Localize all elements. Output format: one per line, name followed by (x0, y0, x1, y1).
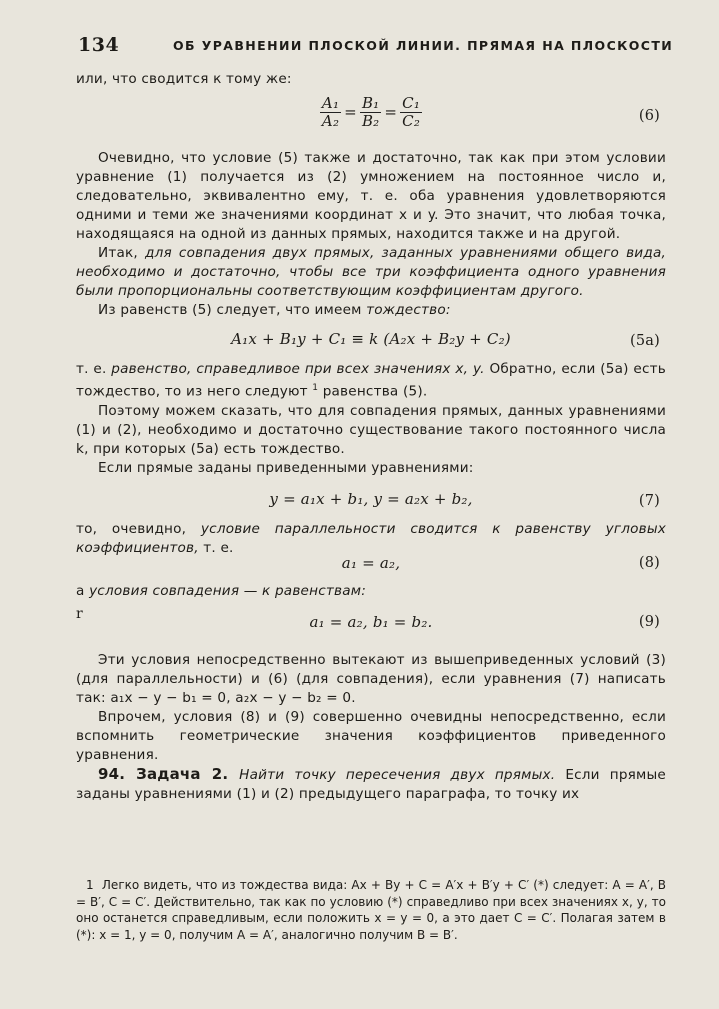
section-title: Задача 2. (125, 764, 240, 783)
stray-mark: r (76, 605, 83, 622)
section-number: 94. (98, 764, 126, 783)
fraction-a: $\frac{\text{A₁}}{\text{A₂}}$ (321, 94, 340, 130)
paragraph-8: а условия совпадения — к равенствам: (76, 582, 366, 599)
footnote-marker: 1 (86, 878, 94, 892)
footnote-text: Легко видеть, что из тождества вида: Ax + By + C = A′x + B′y + C′ (*) следует: A = A′, B = B′, C = C′. Действительно, так как по условию (*) справедливо при всех значениях x, y, то оно останется справедливым, если положить x = y = 0, а это дает C = C′. Полагая затем в (*): x = 1, y = 0, получим A = A′, аналогично получим B = B′. (76, 878, 666, 942)
paragraph-5: Поэтому можем сказать, что для совпадения прямых, данных уравнениями (1) и (2), необходимо и достаточно существование такого постоянного числа k, при которых (5a) есть тождество. (76, 402, 666, 457)
emphasis: условия совпадения — к равенствам: (89, 582, 366, 599)
running-title: ОБ УРАВНЕНИИ ПЛОСКОЙ ЛИНИИ. ПРЯМАЯ НА ПЛОСКОСТИ (173, 38, 674, 53)
footnote-ref: 1 (312, 383, 319, 393)
footnote (76, 877, 666, 943)
section-94: 94. Задача 2. Найти точку пересечения двух прямых. Если прямые заданы уравнениями (1) и (2) предыдущего параграфа, то точку их (76, 764, 666, 802)
page-header (78, 34, 678, 56)
equation-8: a₁ = a₂, (8) (341, 553, 660, 572)
equation-number: (7) (638, 492, 660, 509)
intro-line: или, что сводится к тому же: (76, 71, 292, 87)
equation-number: (5a) (630, 333, 660, 349)
paragraph-7: то, очевидно, условие параллельности сводится к равенству угловых коэффициентов, т. е. (76, 520, 667, 556)
equation-number: (9) (638, 613, 660, 630)
page-body (76, 70, 666, 804)
paragraph-9: Эти условия непосредственно вытекают из вышеприведенных условий (3) (для параллельности) и (6) (для совпадения), если уравнения (7) написать так: a₁x − y − b₁ = 0, a₂x − y − b₂ = 0. (76, 651, 666, 706)
fraction-c: $\frac{\text{C₁}}{\text{C₂}}$ (402, 94, 421, 130)
emphasis: для совпадения двух прямых, заданных уравнениями общего вида, необходимо и достаточно, чтобы все три коэффициента одного уравнения были пропорциональны соответствующим коэффициентам другого. (76, 245, 666, 299)
equation-7: y = a₁x + b₁, y = a₂x + b₂, (7) (269, 489, 660, 509)
equation-9: r a₁ = a₂, b₁ = b₂. (9) (76, 605, 660, 631)
equation-number: (8) (638, 554, 660, 571)
fraction-b: $\frac{\text{B₁}}{\text{B₂}}$ (361, 94, 380, 130)
paragraph-1: Очевидно, что условие (5) также и достаточно, так как при этом условии уравнение (1) получается из (2) умножением на постоянное число и, следовательно, эквивалентно ему, т. е. оба уравнения удовлетворяются одними и теми же значениями координат x и y. Это значит, что любая точка, находящаяся на одной из данных прямых, находится также и на другой. (76, 150, 666, 242)
emphasis: тождество: (366, 302, 451, 318)
emphasis: условие параллельности сводится к равенству угловых коэффициентов, (76, 520, 667, 556)
page-number: 134 (78, 34, 120, 56)
emphasis: равенство, справедливое при всех значениях x, y. (111, 361, 485, 377)
emphasis: Найти точку пересечения двух прямых. (239, 766, 556, 783)
equation-5a: A₁x + B₁y + C₁ ≡ k (A₂x + B₂y + C₂) (5a) (231, 330, 660, 349)
equation-6: $\frac{\text{A₁}}{\text{A₂}}$ = $\frac{\text{B₁}}{\text{B₂}}$ = $\frac{\text{C₁}}{\text{C₂}}$ (6) (321, 94, 660, 130)
paragraph-3: Из равенств (5) следует, что имеем тождество: (98, 302, 451, 318)
paragraph-10: Впрочем, условия (8) и (9) совершенно очевидны непосредственно, если вспомнить геометрические значения коэффициентов приведенного уравнения. (76, 708, 666, 763)
paragraph-2: Итак, для совпадения двух прямых, заданных уравнениями общего вида, необходимо и достаточно, чтобы все три коэффициента одного уравнения были пропорциональны соответствующим коэффициентам другого. (76, 245, 666, 299)
paragraph-4: т. е. равенство, справедливое при всех значениях x, y. Обратно, если (5a) есть тождество, то из него следуют $^1$ равенства (5). (76, 361, 666, 400)
equation-number: (6) (638, 108, 660, 124)
paragraph-6: Если прямые заданы приведенными уравнениями: (98, 459, 474, 476)
